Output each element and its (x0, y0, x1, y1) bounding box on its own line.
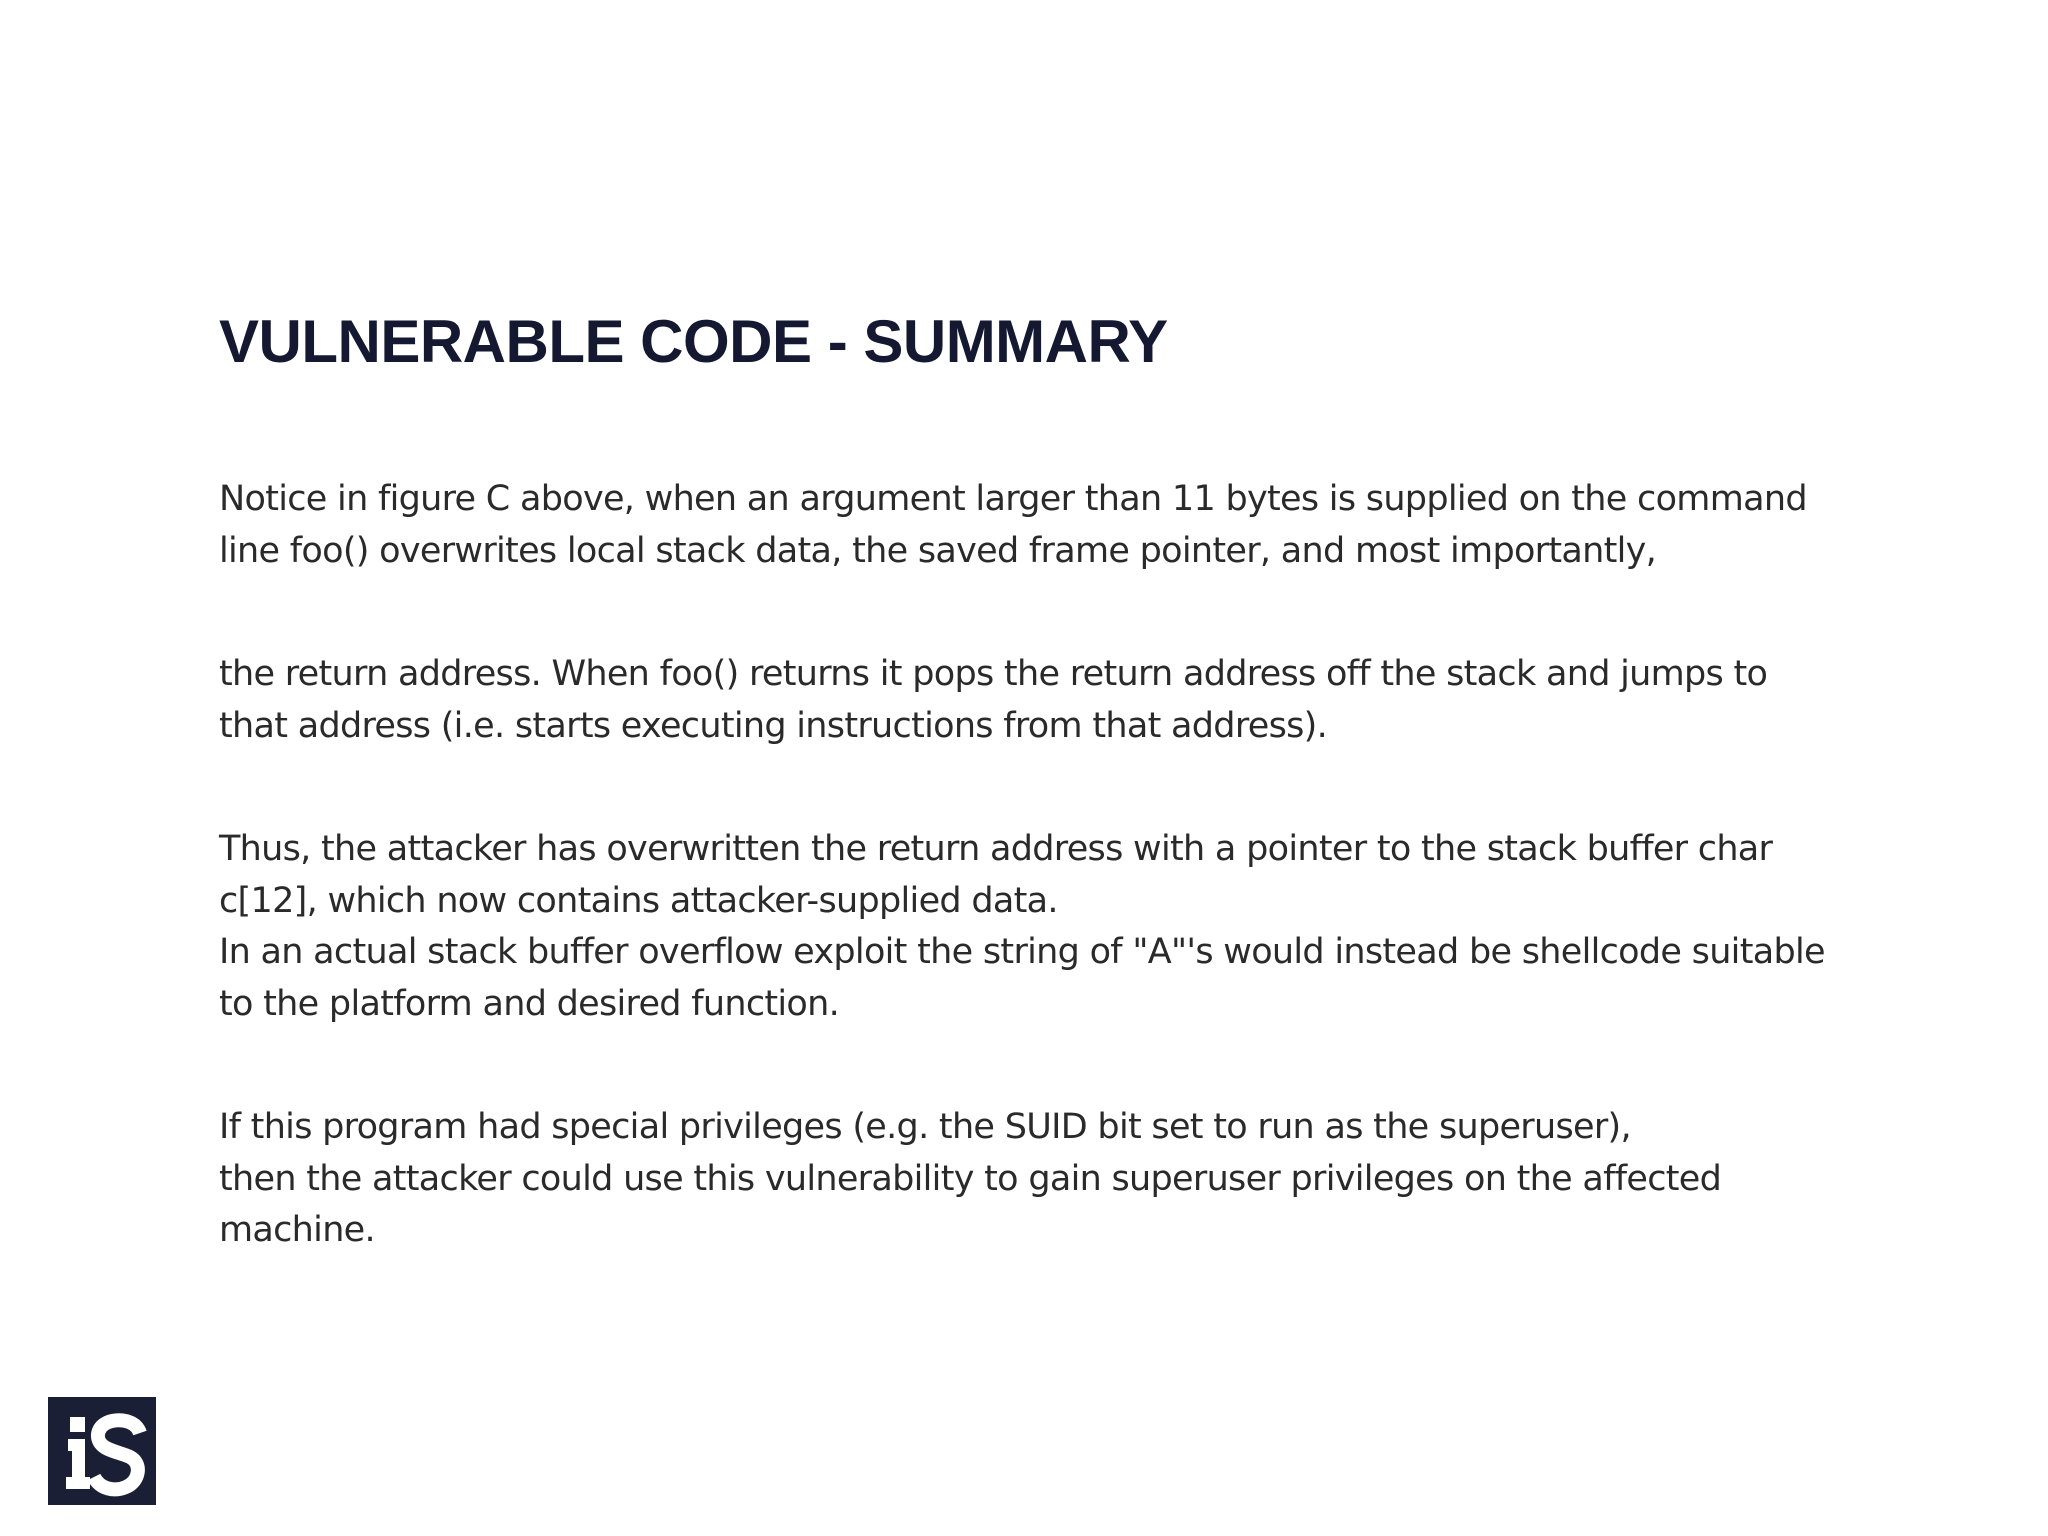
paragraph-line: to the platform and desired function. (219, 983, 840, 1024)
paragraph-line: Notice in figure C above, when an argument larger than 11 bytes is supplied on the command (219, 479, 1807, 519)
is-logo-icon (48, 1397, 156, 1505)
paragraph-line: then the attacker could use this vulnerability to gain superuser privileges on the affected (219, 1158, 1722, 1199)
paragraph-2 (219, 649, 1879, 752)
paragraph-line: the return address. When foo() returns it pops the return address off the stack and jumps to (219, 654, 1768, 694)
paragraph-3 (219, 824, 1879, 1030)
paragraph-line: If this program had special privileges (e.g. the SUID bit set to run as the superuser), (219, 1107, 1631, 1147)
slide-body (219, 474, 1879, 1257)
is-logo-mark (48, 1397, 156, 1505)
paragraph-line: line foo() overwrites local stack data, the saved frame pointer, and most importantly, (219, 530, 1657, 571)
paragraph-line: Thus, the attacker has overwritten the return address with a pointer to the stack buffer char (219, 829, 1773, 869)
paragraph-line: c[12], which now contains attacker-supplied data. (219, 880, 1058, 921)
slide-title: VULNERABLE CODE - SUMMARY (219, 308, 1168, 375)
paragraph-line: machine. (219, 1210, 375, 1250)
paragraph-line: In an actual stack buffer overflow exploit the string of "A"'s would instead be shellcode suitable (219, 932, 1825, 972)
paragraph-1 (219, 474, 1879, 577)
paragraph-4 (219, 1102, 1879, 1257)
paragraph-line: that address (i.e. starts executing instructions from that address). (219, 705, 1328, 746)
